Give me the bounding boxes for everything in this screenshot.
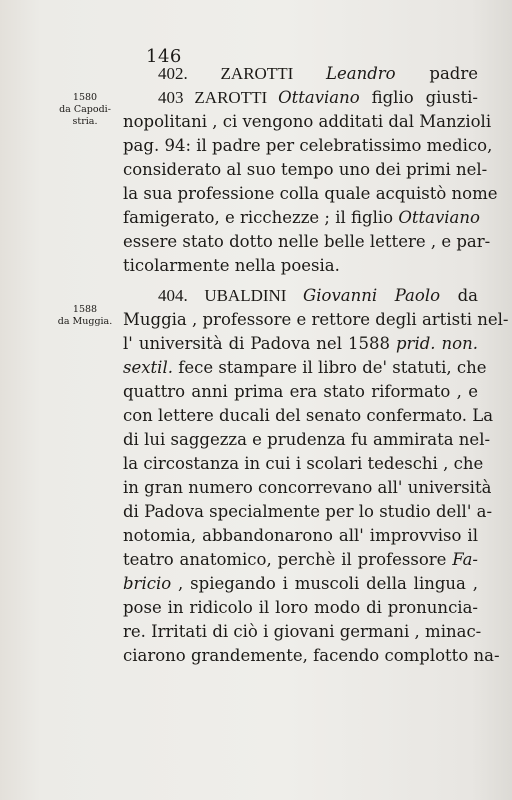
margin-note-place: da Capodi-	[59, 104, 111, 115]
margin-note-year: 1580	[72, 92, 98, 103]
margin-note-1580	[56, 92, 114, 128]
text-line: teatro anatomico, perchè il professore Fa-	[123, 550, 478, 569]
text-line: pose in ridicolo il loro modo di pronuncia-	[123, 598, 478, 617]
text-line: bricio , spiegando i muscoli della lingua ,	[123, 574, 478, 593]
text-line: quattro anni prima era stato riformato , e	[123, 382, 478, 401]
text-line: famigerato, e ricchezze ; il figlio Ottaviano	[123, 208, 480, 227]
margin-note-year: 1588	[72, 304, 98, 315]
text-line: considerato al suo tempo uno dei primi nel-	[123, 160, 488, 179]
text-line: in gran numero concorrevano all' università	[123, 478, 492, 497]
text-line: sextil. fece stampare il libro de' statuti, che	[123, 358, 487, 377]
text-line: l' università di Padova nel 1588 prid. non.	[123, 334, 478, 353]
text-line: re. Irritati di ciò i giovani germani , minac-	[123, 622, 482, 641]
margin-note-place: da Muggia.	[57, 316, 113, 327]
text-line: ciarono grandemente, facendo complotto na-	[123, 646, 500, 665]
text-line: ticolarmente nella poesia.	[123, 256, 340, 275]
text-line: 402. ZAROTTI Leandro padre	[158, 64, 478, 83]
margin-note-1588	[50, 304, 120, 328]
text-line: di Padova specialmente per lo studio dell' a-	[123, 502, 493, 521]
text-line: 404. UBALDINI Giovanni Paolo da	[158, 286, 479, 305]
page-number: 146	[146, 46, 182, 67]
text-line: di lui saggezza e prudenza fu ammirata nel-	[123, 430, 491, 449]
text-line: Muggia , professore e rettore degli artisti nel-	[123, 310, 509, 329]
text-line: nopolitani , ci vengono additati dal Manzioli	[123, 112, 492, 131]
text-line: con lettere ducali del senato confermato. La	[123, 406, 494, 425]
text-line: essere stato dotto nelle belle lettere , e par-	[123, 232, 491, 251]
text-line: notomia, abbandonarono all' improvviso il	[123, 526, 478, 545]
text-line: la circostanza in cui i scolari tedeschi , che	[123, 454, 484, 473]
text-line: la sua professione colla quale acquistò nome	[123, 184, 498, 203]
margin-note-place-cont: stria.	[72, 116, 98, 127]
text-line: pag. 94: il padre per celebratissimo medico,	[123, 136, 493, 155]
text-line: 403 ZAROTTI Ottaviano figlio giusti-	[158, 88, 478, 107]
